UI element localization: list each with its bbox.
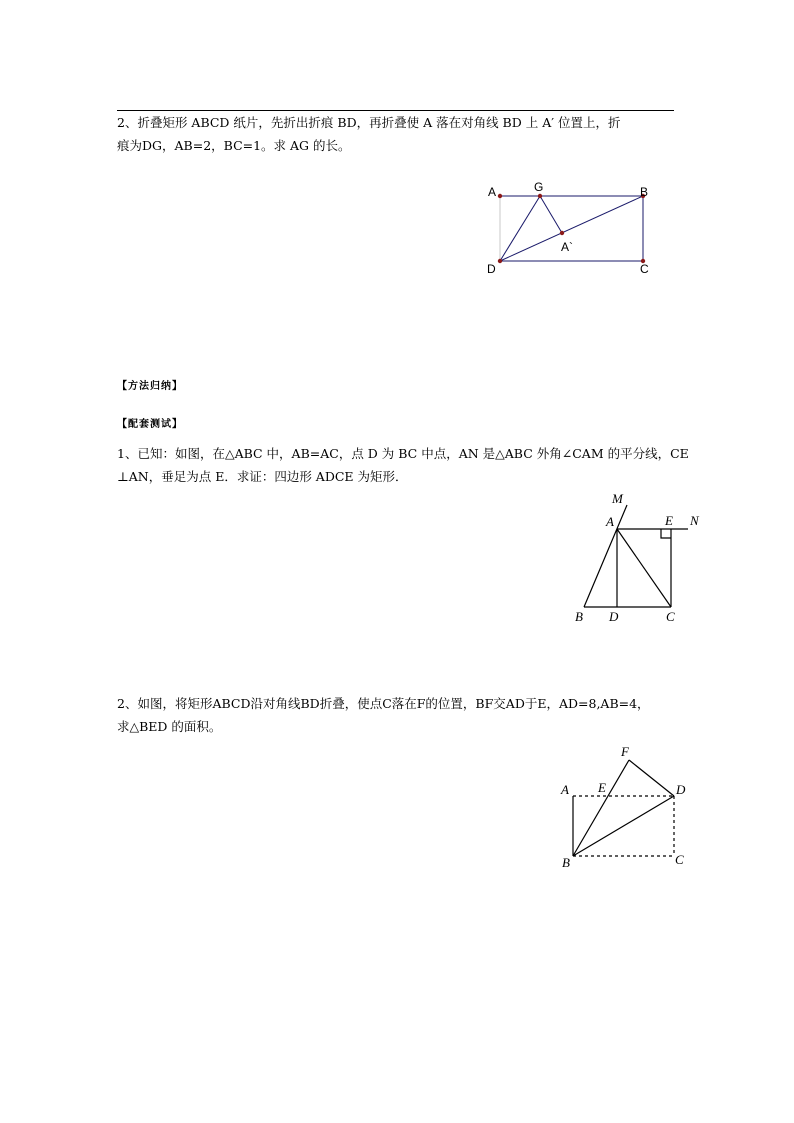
label-F3: F <box>621 744 629 759</box>
segment-FD <box>629 760 674 796</box>
label-B: B <box>640 185 649 199</box>
problem-fold-line2: 痕为DG，AB=2，BC=1。求 AG 的长。 <box>117 138 351 153</box>
label-D3: D <box>676 782 686 797</box>
label-N: N <box>690 513 699 528</box>
crease-DG <box>500 196 540 261</box>
right-angle-mark-E <box>661 529 671 538</box>
label-D2: D <box>609 609 619 624</box>
label-C: C <box>640 262 649 276</box>
point-A-prime <box>560 231 564 235</box>
label-G: G <box>534 180 544 194</box>
diagonal-BD3 <box>573 796 674 856</box>
problem2-line1: 2、如图，将矩形ABCD沿对角线BD折叠，使点C落在F的位置，BF交AD于E，AD=8,AB=4， <box>117 696 650 711</box>
problem1-line2: ⊥AN，垂足为点 E．求证：四边形 ADCE 为矩形． <box>117 469 408 484</box>
figure-fold-BED <box>573 760 674 856</box>
label-B2: B <box>575 609 583 624</box>
problem1-text <box>117 442 717 488</box>
label-E2: E <box>665 513 673 528</box>
label-M: M <box>612 491 623 506</box>
label-C2: C <box>666 609 675 624</box>
point-G <box>538 194 542 198</box>
segment-BF <box>573 760 629 856</box>
label-B3: B <box>562 855 570 870</box>
point-A <box>498 194 502 198</box>
label-A3: A <box>561 782 569 797</box>
label-D: D <box>487 262 496 276</box>
label-A: A <box>488 185 497 199</box>
section-test-heading: 【配套测试】 <box>117 419 183 430</box>
label-E3: E <box>598 780 606 795</box>
segment-GA-prime <box>540 196 562 233</box>
label-A-prime: A` <box>561 240 573 254</box>
label-A2: A <box>606 514 614 529</box>
figure-fold-rectangle <box>487 180 649 276</box>
problem2-text <box>117 692 717 738</box>
section-method-heading: 【方法归纳】 <box>117 381 183 392</box>
problem-fold-line1: 2、折叠矩形 ABCD 纸片，先折出折痕 BD，再折叠使 A 落在对角线 BD 上 A′ 位置上，折 <box>117 115 621 130</box>
problem1-line1: 1、已知：如图，在△ABC 中，AB=AC，点 D 为 BC 中点，AN 是△ABC 外角∠CAM 的平分线，CE <box>117 446 689 461</box>
label-C3: C <box>675 852 684 867</box>
segment-AC <box>617 529 671 607</box>
problem2-line2: 求△BED 的面积。 <box>117 719 222 734</box>
point-D <box>498 259 502 263</box>
